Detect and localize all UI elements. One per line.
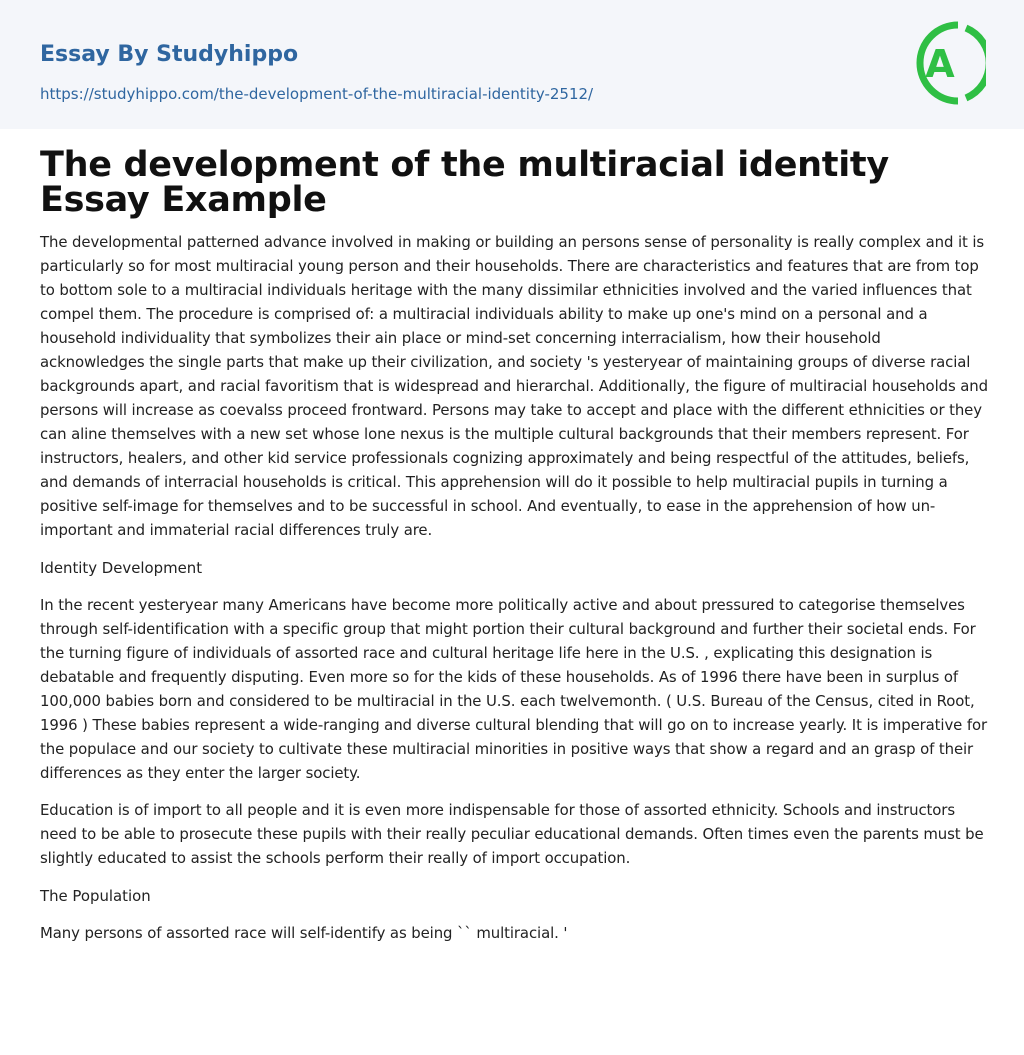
article-body — [40, 145, 988, 945]
site-brand[interactable]: Essay By Studyhippo — [40, 42, 299, 67]
section-heading-identity-development: Identity Development — [40, 559, 203, 577]
population-paragraph-1: Many persons of assorted race will self-identify as being `` multiracial. ' — [40, 924, 568, 942]
site-header — [0, 0, 1024, 129]
page-title: The development of the multiracial identity Essay Example — [40, 145, 889, 220]
studyhippo-logo-icon[interactable] — [912, 20, 986, 106]
section-heading-population: The Population — [40, 887, 151, 905]
essay-url-link[interactable]: https://studyhippo.com/the-development-of-the-multiracial-identity-2512/ — [40, 85, 594, 103]
identity-paragraph-2: Education is of import to all people and it is even more indispensable for those of assorted ethnicity. Schools and instructors need to be able to prosecute these pupils with their really peculiar educational demands. Often times even the parents must be slightly educated to assist the schools perform their really of import occupation. — [40, 801, 984, 867]
intro-paragraph: The developmental patterned advance involved in making or building an persons sense of personality is really complex and it is particularly so for most multiracial young person and their households. There are characteristics and features that are from top to bottom sole to a multiracial individuals heritage with the many dissimilar ethnicities involved and the varied influences that compel them. The procedure is comprised of: a multiracial individuals ability to make up one's mind on a personal and a household individuality that symbolizes their ain place or mind-set concerning interracialism, how their household acknowledges the single parts that make up their civilization, and society 's yesteryear of maintaining groups of diverse racial backgrounds apart, and racial favoritism that is widespread and hierarchal. Additionally, the figure of multiracial households and persons will increase as coevalss proceed frontward. Persons may take to accept and place with the different ethnicities or they can aline themselves with a new set whose lone nexus is the multiple cultural backgrounds that their members represent. For instructors, healers, and other kid service professionals cognizing approximately and being respectful of the attitudes, beliefs, and demands of interracial households is critical. This apprehension will do it possible to help multiracial pupils in turning a positive self-image for themselves and to be successful in school. And eventually, to ease in the apprehension of how un-important and immaterial racial differences truly are. — [40, 233, 988, 539]
identity-paragraph-1: In the recent yesteryear many Americans have become more politically active and about pressured to categorise themselves through self-identification with a specific group that might portion their cultural background and further their societal ends. For the turning figure of individuals of assorted race and cultural heritage life here in the U.S. , explicating this designation is debatable and frequently disputing. Even more so for the kids of these households. As of 1996 there have been in surplus of 100,000 babies born and considered to be multiracial in the U.S. each twelvemonth. ( U.S. Bureau of the Census, cited in Root, 1996 ) These babies represent a wide-ranging and diverse cultural blending that will go on to increase yearly. It is imperative for the populace and our society to cultivate these multiracial minorities in positive ways that show a regard and an grasp of their differences as they enter the larger society. — [40, 596, 988, 782]
logo-letter: A — [925, 42, 955, 86]
